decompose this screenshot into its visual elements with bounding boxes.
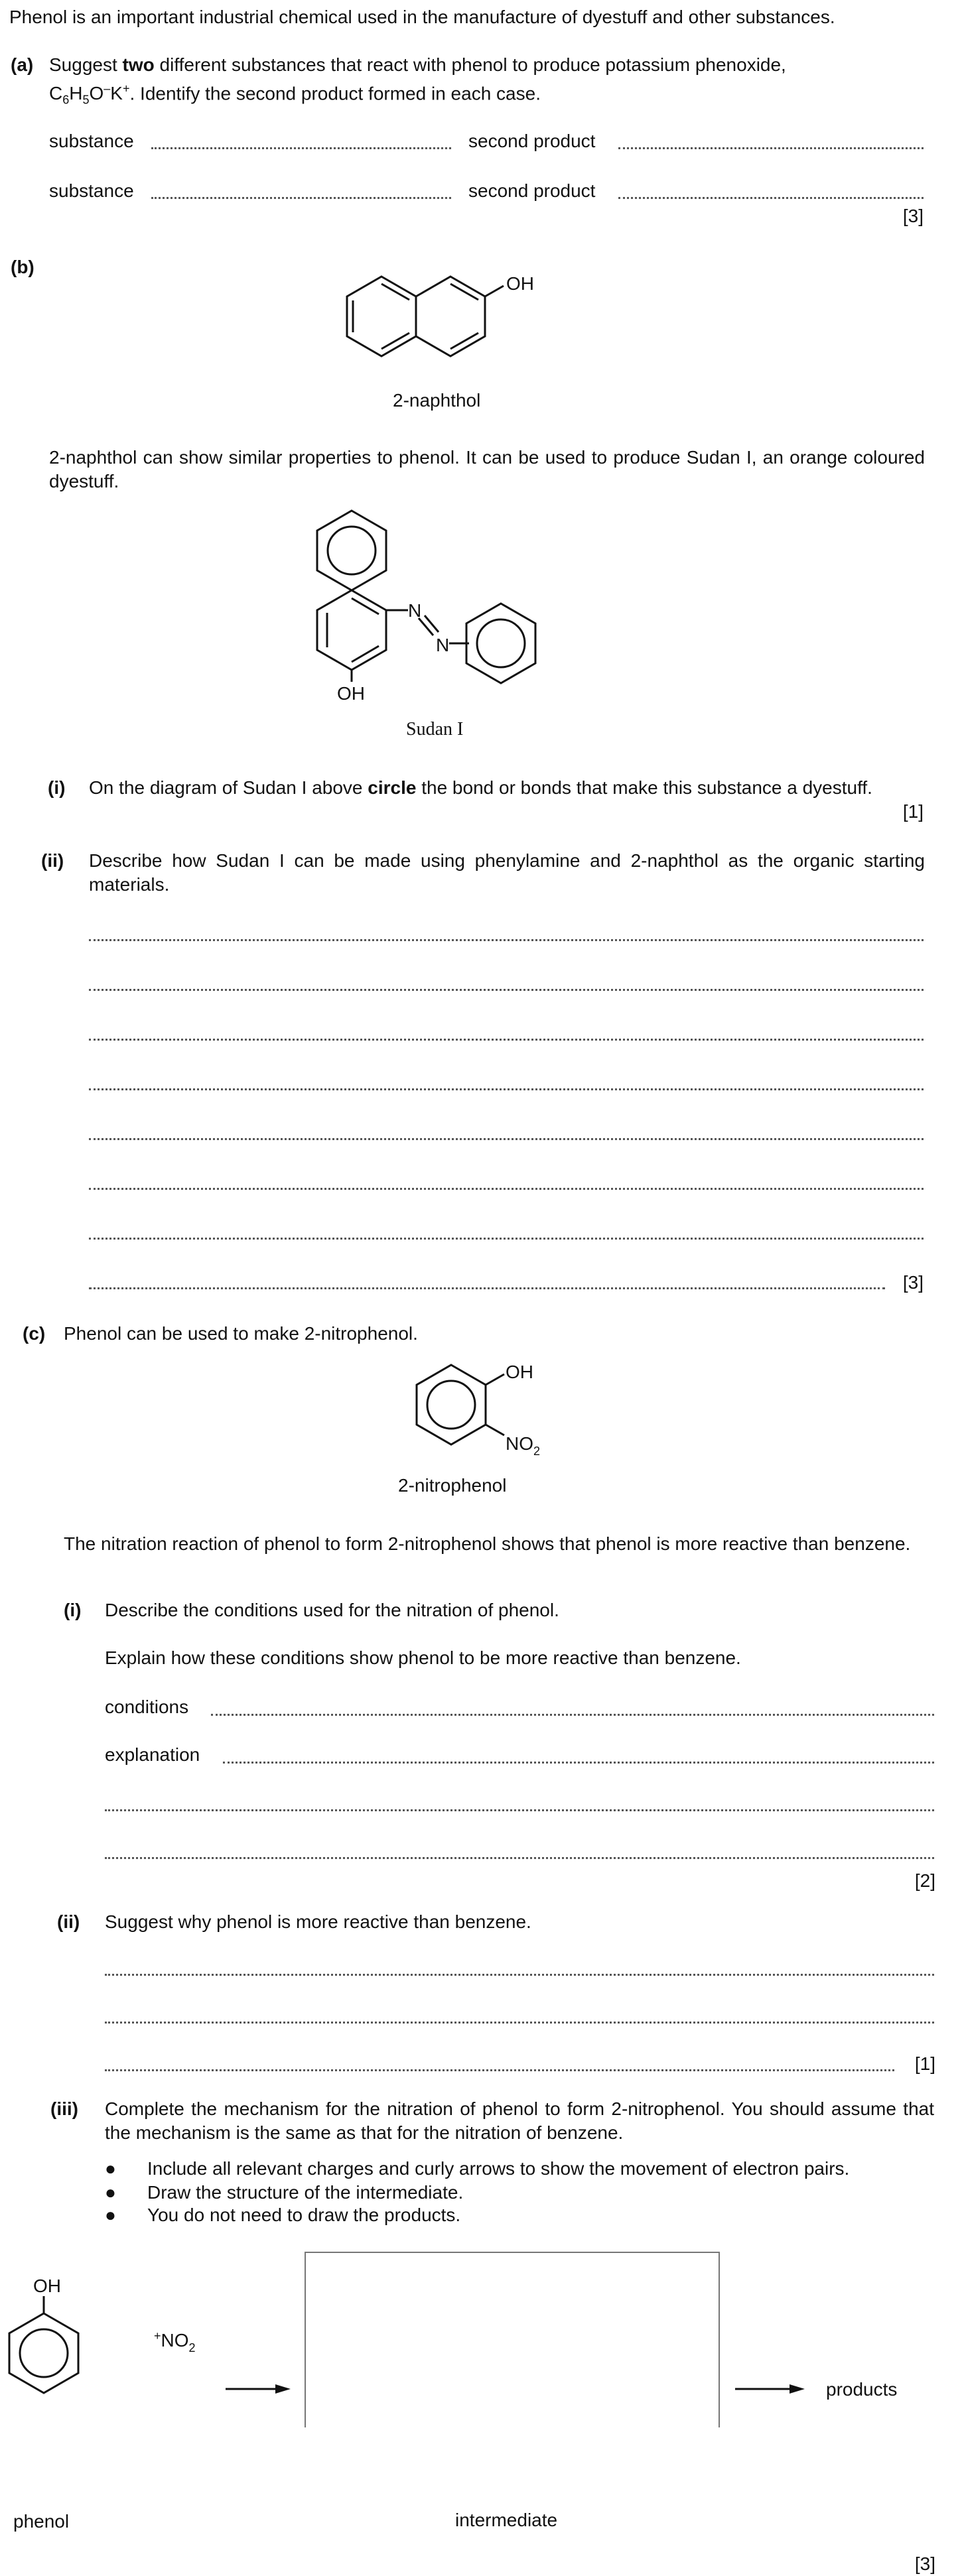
- bullet-item-2: Draw the structure of the intermediate.: [147, 2182, 464, 2203]
- part-b-ii-label: (ii): [41, 850, 64, 871]
- part-c-iii-question: Complete the mechanism for the nitration of phenol to form 2-nitrophenol. You should assume that the mechanism is the same as that for the nitration of benzene.: [105, 2098, 934, 2143]
- answer-line[interactable]: [105, 1974, 934, 1976]
- sudan-i-caption: Sudan I: [406, 719, 464, 740]
- conditions-label: conditions: [105, 1697, 189, 1717]
- intermediate-caption: intermediate: [455, 2510, 558, 2530]
- part-a-question-line1: Suggest two different substances that react with phenol to produce potassium phenoxide,: [49, 54, 786, 75]
- nitrophenol-caption: 2-nitrophenol: [398, 1475, 507, 1496]
- intermediate-answer-box[interactable]: [305, 2252, 719, 2427]
- conditions-answer-line[interactable]: [211, 1714, 934, 1716]
- mechanism-diagram: [0, 2228, 962, 2427]
- second-product-label-1: second product: [468, 131, 596, 151]
- answer-line[interactable]: [105, 2069, 894, 2071]
- part-b-label: (b): [11, 257, 34, 277]
- explanation-label: explanation: [105, 1744, 200, 1765]
- answer-line[interactable]: [105, 1857, 934, 1859]
- part-c-ii-marks: [1]: [914, 2053, 935, 2074]
- part-c-intro: Phenol can be used to make 2-nitrophenol.: [64, 1323, 418, 1344]
- part-b-i-marks: [1]: [902, 801, 924, 822]
- bullet-item-3: You do not need to draw the products.: [147, 2205, 461, 2225]
- second-product-label-2: second product: [468, 180, 596, 201]
- part-c-iii-label: (iii): [50, 2098, 78, 2119]
- mechanism-phenol-oh: OH: [33, 2276, 61, 2296]
- answer-line[interactable]: [89, 1088, 924, 1090]
- part-c-label: (c): [23, 1323, 46, 1344]
- part-c-i-question-2: Explain how these conditions show phenol to be more reactive than benzene.: [105, 1647, 741, 1668]
- bullet-marker: ●: [105, 2158, 116, 2179]
- answer-line[interactable]: [89, 989, 924, 991]
- substance-label-2: substance: [49, 180, 134, 201]
- emphasis-two: two: [122, 54, 155, 75]
- naphthol-structure-diagram: [335, 262, 561, 381]
- answer-line[interactable]: [89, 1238, 924, 1240]
- sudan-oh-group: OH: [337, 683, 365, 703]
- substance-label-1: substance: [49, 131, 134, 151]
- answer-line[interactable]: [89, 939, 924, 941]
- nitrophenol-no2-group: $NO_2$: [506, 1433, 541, 1458]
- nitrophenol-oh-group: OH: [506, 1362, 533, 1382]
- answer-line[interactable]: [89, 1039, 924, 1041]
- sudan-n-atom-1: N: [408, 600, 422, 621]
- substance-answer-line-2[interactable]: [151, 197, 451, 199]
- part-b-ii-question: Describe how Sudan I can be made using phenylamine and 2-naphthol as the organic starting materials.: [89, 850, 925, 895]
- part-a-question-line2: $C_6H_5O^-K^+$. Identify the second product formed in each case.: [49, 82, 541, 107]
- explanation-answer-line[interactable]: [223, 1762, 934, 1764]
- part-b-paragraph: 2-naphthol can show similar properties to phenol. It can be used to produce Sudan I, an orange coloured dyestuff.: [49, 447, 925, 491]
- bullet-marker: ●: [105, 2182, 116, 2203]
- part-a-marks: [3]: [902, 206, 924, 226]
- second-product-answer-line-1[interactable]: [618, 147, 924, 149]
- emphasis-circle: circle: [368, 777, 417, 798]
- part-c-ii-question: Suggest why phenol is more reactive than benzene.: [105, 1911, 531, 1932]
- part-c-i-label: (i): [64, 1600, 82, 1620]
- answer-line[interactable]: [105, 2022, 934, 2024]
- substance-answer-line-1[interactable]: [151, 147, 451, 149]
- part-b-i-label: (i): [48, 777, 66, 798]
- part-b-i-question: On the diagram of Sudan I above circle the bond or bonds that make this substance a dyestuff.: [89, 777, 872, 798]
- naphthol-caption: 2-naphthol: [393, 390, 481, 411]
- nitronium-ion-label: $^+NO_2$: [154, 2329, 196, 2354]
- nitrophenol-structure-diagram: [385, 1353, 571, 1469]
- bullet-marker: ●: [105, 2205, 116, 2225]
- phenol-caption: phenol: [13, 2511, 70, 2532]
- answer-line[interactable]: [89, 1138, 924, 1140]
- naphthol-oh-group: OH: [506, 273, 534, 294]
- answer-line[interactable]: [105, 1809, 934, 1811]
- products-label: products: [826, 2379, 898, 2400]
- part-a-label: (a): [11, 54, 34, 75]
- answer-line[interactable]: [89, 1287, 885, 1289]
- bullet-item-1: Include all relevant charges and curly arrows to show the movement of electron pairs.: [147, 2158, 850, 2179]
- sudan-n-atom-2: N: [436, 635, 450, 655]
- part-b-ii-marks: [3]: [902, 1272, 924, 1293]
- part-c-i-marks: [2]: [914, 1870, 935, 1891]
- answer-line[interactable]: [89, 1188, 924, 1190]
- sudan-i-structure-diagram: [295, 504, 594, 703]
- intro-text: Phenol is an important industrial chemical used in the manufacture of dyestuff and other substances.: [9, 7, 835, 27]
- part-c-ii-label: (ii): [57, 1911, 80, 1932]
- second-product-answer-line-2[interactable]: [618, 197, 924, 199]
- part-c-iii-marks: [3]: [914, 2553, 935, 2574]
- part-c-i-question-1: Describe the conditions used for the nitration of phenol.: [105, 1600, 559, 1620]
- potassium-phenoxide-formula: $C_6H_5O^-K^+$: [49, 82, 130, 107]
- part-c-paragraph: The nitration reaction of phenol to form 2-nitrophenol shows that phenol is more reactive than benzene.: [64, 1533, 911, 1554]
